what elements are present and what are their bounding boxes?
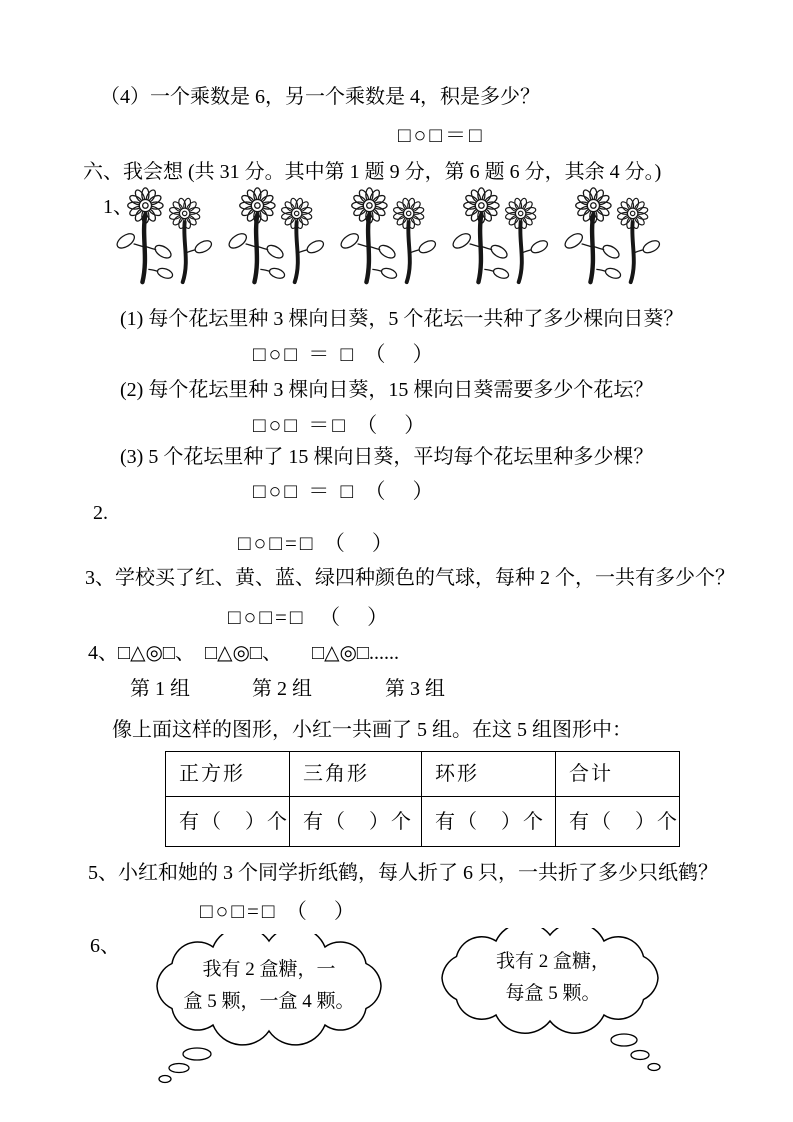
question-5-text: 5、小红和她的 3 个同学折纸鹤，每人折了 6 只，一共折了多少只纸鹤？ [88, 862, 718, 884]
table-cell-total-count: 有（ ）个 [556, 797, 680, 847]
question-1-sub1-equation: □○□ ＝ □ （ ） [253, 342, 437, 366]
shapes-count-table [165, 751, 680, 847]
bubble-left-line2: 盒 5 颗，一盒 4 颗。 [183, 991, 355, 1012]
sunflower-illustration [112, 184, 220, 286]
table-header-triangle: 三角形 [290, 752, 422, 797]
question-4-pattern: 4、□△◎□、 □△◎□、 □△◎□...... [88, 642, 399, 664]
question-5-equation: □○□=□ （ ） [200, 899, 358, 923]
table-header-ring: 环形 [422, 752, 556, 797]
question-1-sub1-text: (1) 每个花坛里种 3 棵向日葵，5 个花坛一共种了多少棵向日葵？ [120, 308, 684, 330]
sunflower-row [112, 184, 668, 286]
table-header-square: 正方形 [166, 752, 290, 797]
question-prev4-equation: □○□＝□ [398, 123, 485, 147]
question-2-number: 2. [93, 502, 108, 524]
question-2-equation: □○□=□ （ ） [238, 531, 396, 555]
question-4-intro: 像上面这样的图形，小红一共画了 5 组。在这 5 组图形中： [112, 719, 632, 741]
question-1-number: 1、 [103, 196, 133, 218]
bubble-left-text [145, 934, 393, 1038]
question-4-group3-label: 第 3 组 [385, 678, 445, 700]
question-prev4-text: （4）一个乘数是 6，另一个乘数是 4，积是多少？ [100, 86, 540, 108]
question-3-equation: □○□=□ （ ） [228, 605, 392, 629]
sunflower-illustration [224, 184, 332, 286]
table-header-row [166, 752, 680, 797]
thought-bubble-left [145, 934, 393, 1086]
sunflower-illustration [560, 184, 668, 286]
question-1-sub3-text: (3) 5 个花坛里种了 15 棵向日葵，平均每个花坛里种多少棵？ [120, 446, 654, 468]
question-4-group1-label: 第 1 组 [130, 678, 190, 700]
sunflower-illustration [336, 184, 444, 286]
table-cell-square-count: 有（ ）个 [166, 797, 290, 847]
table-header-total: 合计 [556, 752, 680, 797]
question-1-sub3-equation: □○□ ＝ □ （ ） [253, 479, 437, 503]
bubble-right-text [428, 928, 678, 1028]
bubble-right-line1: 我有 2 盒糖， [495, 950, 610, 972]
question-1-sub2-equation: □○□ ＝□ （ ） [253, 413, 429, 437]
question-4-group2-label: 第 2 组 [252, 678, 312, 700]
table-cell-ring-count: 有（ ）个 [422, 797, 556, 847]
thought-bubble-right [428, 928, 678, 1078]
table-value-row [166, 797, 680, 847]
question-1-sub2-text: (2) 每个花坛里种 3 棵向日葵，15 棵向日葵需要多少个花坛？ [120, 379, 654, 401]
sunflower-illustration [448, 184, 556, 286]
bubble-right-line2: 每盒 5 颗。 [505, 983, 601, 1004]
section-six-title: 六、我会想 (共 31 分。其中第 1 题 9 分，第 6 题 6 分，其余 4 分。) [83, 161, 662, 183]
question-3-text: 3、学校买了红、黄、蓝、绿四种颜色的气球，每种 2 个，一共有多少个？ [85, 567, 735, 589]
table-cell-triangle-count: 有（ ）个 [290, 797, 422, 847]
question-6-number: 6、 [90, 935, 120, 957]
bubble-left-line1: 我有 2 盒糖，一 [202, 958, 336, 980]
